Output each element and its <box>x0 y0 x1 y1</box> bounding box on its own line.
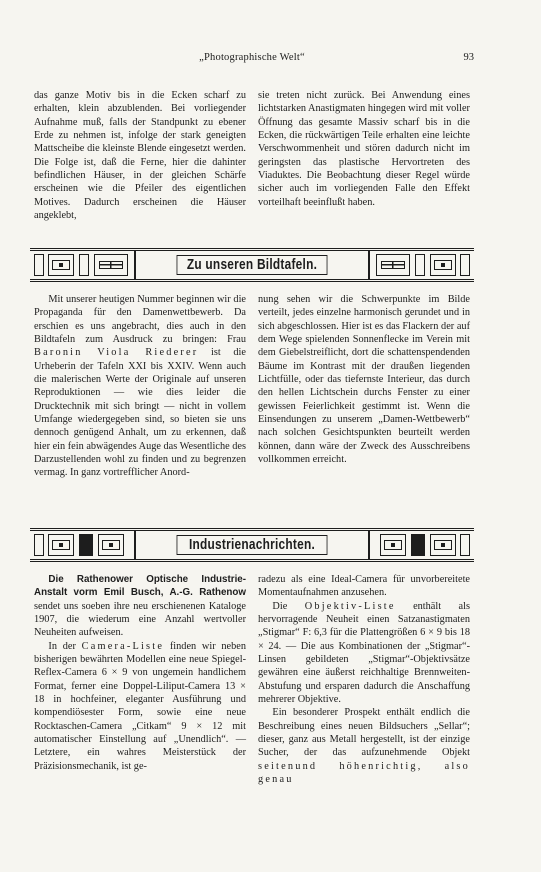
section2-right-column <box>258 293 470 466</box>
divider <box>368 251 370 279</box>
ornament-box-icon <box>98 534 124 556</box>
text-run: Mit unserer heutigen Nummer beginnen wir die Propaganda für den Damenwettbewerb. Da erschien es uns angebracht, dies auch in den Bildtafeln zum Ausdruck zu bringen: Frau <box>34 294 246 346</box>
paragraph <box>34 640 246 773</box>
section-banner-bildtafeln <box>30 248 474 282</box>
paragraph <box>258 600 470 707</box>
ornament-box-icon <box>430 254 456 276</box>
section-title: Industrienachrichten. <box>177 535 328 555</box>
ornament-solid-icon <box>411 534 425 556</box>
emphasis: seitenund höhenrichtig, also genau <box>258 760 470 786</box>
ornament-bar-icon <box>415 254 425 276</box>
divider <box>368 531 370 559</box>
paragraph <box>34 293 246 480</box>
running-header <box>32 52 472 66</box>
ornament-bar-icon <box>79 254 89 276</box>
section1-right-column <box>258 89 470 209</box>
company-name: Die Rathenower Optische Industrie-Anstalt vorm Emil Busch, A.-G. Rathenow <box>34 574 246 599</box>
page-number: 93 <box>463 52 474 63</box>
text-run: Ein besonderer Prospekt enthält endlich die Beschreibung eines neuen Bildsuchers „Sellar“; dieser, ganz aus Metall hergestellt, ist der einzige Sucher, der das aufzunehmende Objekt <box>258 707 470 759</box>
section1-left-column <box>34 89 246 222</box>
ornament-grid-icon <box>94 254 128 276</box>
paragraph: sie treten nicht zurück. Bei Anwendung eines lichtstarken Anastigmaten hingegen wird mit voller Öffnung das gesamte Massiv scharf bis in die Ecken, die rückwärtigen Teile erhalten eine leichte Verschwommenheit und stören dadurch nicht im geringsten das plastische Hervortreten des Viaduktes. Die Beobachtung dieser Regel würde sicher auch im vorliegenden Falle den Effekt vorteilhaft beeinflußt haben. <box>258 90 470 208</box>
ornament-bar-icon <box>34 254 44 276</box>
ornament-box-icon <box>48 254 74 276</box>
ornament-box-icon <box>430 534 456 556</box>
running-title: „Photographische Welt“ <box>199 52 305 63</box>
ornament-solid-icon <box>79 534 93 556</box>
paragraph <box>258 706 470 786</box>
paragraph <box>34 573 246 640</box>
catalog-name: Camera-Liste <box>81 640 165 652</box>
paragraph: nung sehen wir die Schwerpunkte im Bilde verteilt, jedes einzelne harmonisch gerundet und in sich abgeschlossen. Hier ist es das Flackern der auf dem Wege spielenden Sonnenflecke im Verein mit dem Giebelstreiflicht, dort die schattenspendenden Bäume im Kontrast mit der draußen liegenden Lichtfülle, oder das tiefernste Interieur, das durch den hellen Lichtschein durchs Fenster zu einer gewissen Feierlichkeit gestimmt ist. Wenn die Einsendungen zu unserem „Damen-Wettbewerb“ nach solchen Gesichtspunkten beurteilt werden können, dann wäre der Zweck des Ausschreibens vollkommen erreicht. <box>258 294 470 466</box>
ornament-bar-icon <box>460 534 470 556</box>
divider <box>134 531 136 559</box>
text-run: In der <box>48 640 82 652</box>
paragraph: radezu als eine Ideal-Camera für unvorbereitete Momentaufnahmen anzusehen. <box>258 574 470 599</box>
section2-left-column <box>34 293 246 480</box>
divider <box>134 251 136 279</box>
catalog-name: Objektiv-Liste <box>304 600 396 612</box>
author-name: Baronin Viola Riederer <box>34 347 199 359</box>
ornament-grid-icon <box>376 254 410 276</box>
section3-left-column <box>34 573 246 773</box>
text-run: ist die Urheberin der Tafeln XXI bis XXIV. Wenn auch die malerischen Werte der Originale auf unseren Reproduktionen — wie dies leider die Drucktechnik mit sich bringt — nicht in vollem Umfange wiedergegeben sind, so bieten sie uns dennoch genügend Anhalt, um zu erkennen, daß hier ein fein abwägendes Auge das Wesentliche des Darzustellenden wohl zu finden und zu begrenzen vermag. In ganz vortrefflicher Anord- <box>34 347 246 479</box>
text-run: Die <box>272 600 305 612</box>
text-run: enthält als hervorragende Neuheit einen Satzanastigmaten „Stigmar“ F: 6,3 für die Plattengrößen 6 × 9 bis 18 × 24. — Die aus Kombinationen der „Stigmar“-Linsen gebildeten „Stigmar“-Objektivsätze gewähren eine äußerst reichhaltige Brennweiten-Abstufung und ersparen dadurch die Anschaffung mehrerer Objektive. <box>258 600 470 706</box>
section-title: Zu unseren Bildtafeln. <box>177 255 328 275</box>
ornament-box-icon <box>380 534 406 556</box>
text-run: sendet uns soeben ihre neu erschienenen Kataloge 1907, die wiederum eine Anzahl wertvoller Neuheiten aufweisen. <box>34 600 246 639</box>
section-banner-industrienachrichten <box>30 528 474 562</box>
section3-right-column <box>258 573 470 787</box>
ornament-bar-icon <box>34 534 44 556</box>
ornament-box-icon <box>48 534 74 556</box>
paragraph: das ganze Motiv bis in die Ecken scharf zu erhalten, klein abzublenden. Bei vorliegender Aufnahme muß, falls der Standpunkt zu ebener Erde zu nehmen ist, infolge der stark geneigten Mattscheibe die kleinste Blende eingesetzt werden. Die Folge ist, daß die Ferne, hier die dahinter befindlichen Häuser, in der gleichen Schärfe erscheinen wie die Pfeiler des eigentlichen Motives. Dadurch erscheinen die Häuser angeklebt, <box>34 90 246 222</box>
ornament-bar-icon <box>460 254 470 276</box>
text-run: finden wir neben bisherigen bewährten Modellen eine neue Spiegel-Reflex-Camera 6 × 9 von ungemein handlichem Format, ferner eine Doppel-Liliput-Camera 13 × 18 in hochfeiner, eleganter Ausführung und kompendiösester Form, sowie eine neue Rocktaschen-Camera „Citkam“ 9 × 12 mit automatischer Einstellung auf „Unendlich“. — Letztere, ein wahres Meisterstück der Präzisionsmechanik, ist ge- <box>34 640 246 772</box>
